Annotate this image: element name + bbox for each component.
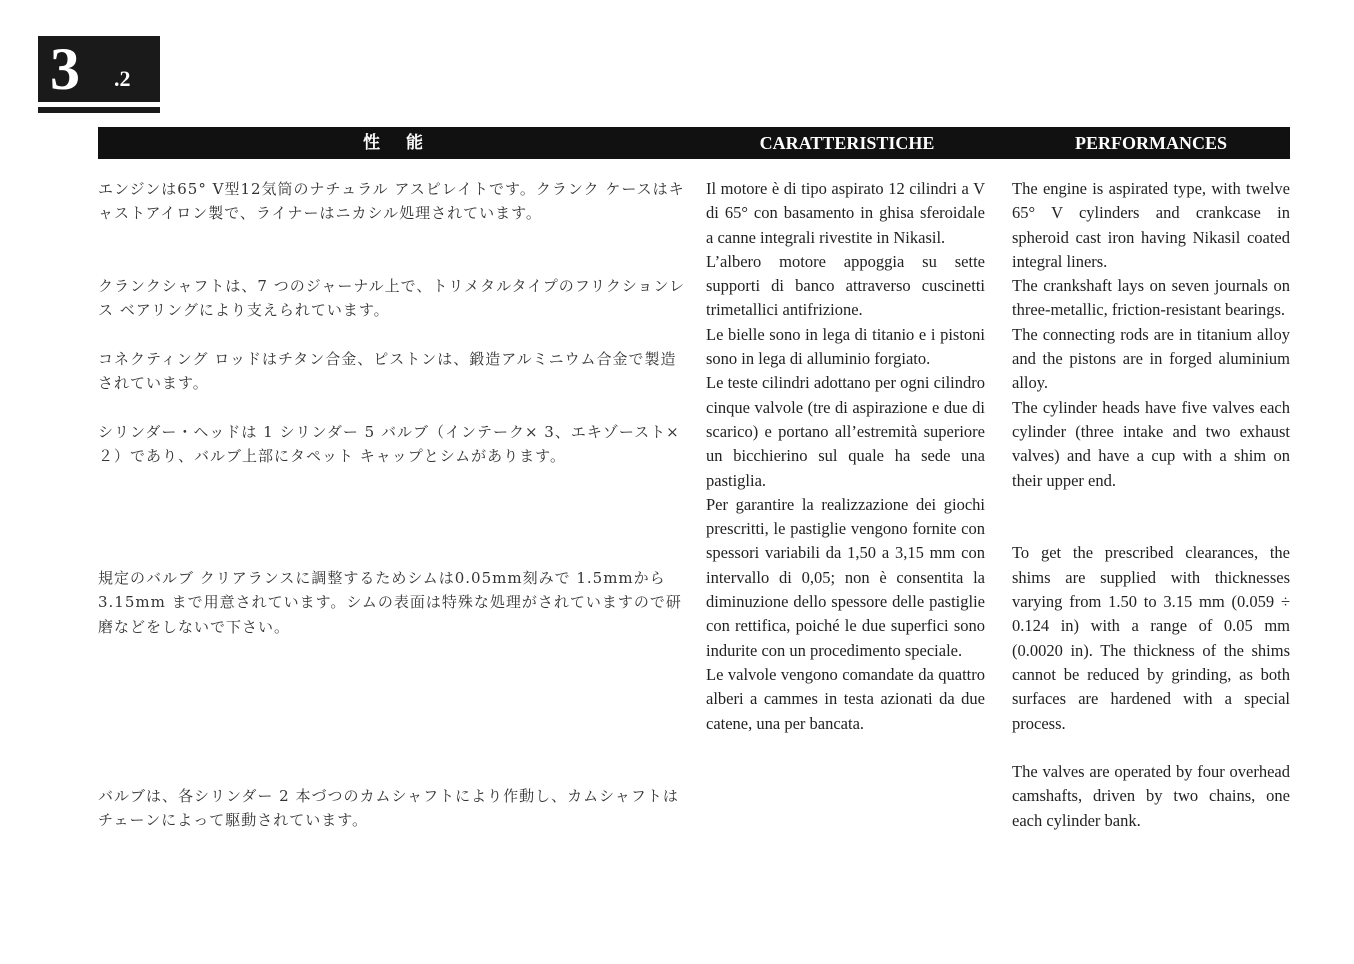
en-paragraph-rods: The connecting rods are in titanium alloy and the pistons are in forged aluminium alloy. [1012,324,1290,393]
en-paragraph-valves: The valves are operated by four overhead camshafts, driven by two chains, one each cylinder bank. [1012,762,1290,830]
header-japanese: 性 能 [363,133,433,153]
english-column [1012,177,1290,833]
it-paragraph-crankshaft: L’albero motore appoggia su sette supporti di banco attraverso cuscinetti trimetallici antifrizione. [706,251,985,320]
section-number-badge [38,36,160,102]
it-paragraph-valves: Le valvole vengono comandate da quattro alberi a cammes in testa azionati da due catene, una per bancata. [706,664,985,733]
en-paragraph-shims: To get the prescribed clearances, the shims are supplied with thicknesses varying from 1.50 to 3.15 mm (0.059 ÷ 0.124 in) with a range of 0.05 mm (0.0020 in). The thickness of the shims cannot be reduced by grinding, as both surfaces are hardened with a special process. [1012,543,1290,733]
section-minor-number: .2 [114,66,131,91]
jp-paragraph-heads: シリンダー・ヘッドは 1 シリンダー 5 バルブ（インテーク× 3、エキゾースト×２）であり、バルブ上部にタペット キャップとシムがあります。 [98,423,680,466]
en-spacer [1012,517,1290,541]
en-paragraph-heads: The cylinder heads have five valves each cylinder (three intake and two exhaust valves) and have a cup with a shim on their upper end. [1012,397,1290,490]
en-spacer [1012,736,1290,760]
section-major-number: 3 [50,36,80,102]
jp-paragraph-valves: バルブは、各シリンダー 2 本づつのカムシャフトにより作動し、カムシャフトはチェーンによって駆動されています。 [98,787,679,830]
italian-column [706,177,985,736]
en-spacer [1012,493,1290,517]
en-paragraph-engine: The engine is aspirated type, with twelve 65° V cylinders and crankcase in spheroid cast iron having Nikasil coated integral liners. [1012,179,1290,271]
it-paragraph-shims: Per garantire la realizzazione dei giochi prescritti, le pastiglie vengono fornite con spessori variabili da 1,50 a 3,15 mm con intervallo di 0,05; non è consentita la diminuzione dello spessore delle pastiglie con rettifica, poiché le due superfici sono indurite con un procedimento speciale. [706,494,985,660]
header-italian: CARATTERISTICHE [759,133,935,153]
it-paragraph-engine: Il motore è di tipo aspirato 12 cilindri a V di 65° con basamento in ghisa sferoidale a canne integrali rivestite in Nikasil. [706,179,985,247]
it-paragraph-rods: Le bielle sono in lega di titanio e i pistoni sono in lega di alluminio forgiato. [706,324,985,369]
jp-paragraph-rods: コネクティング ロッドはチタン合金、ピストンは、鍛造アルミニウム合金で製造されています。 [98,350,677,393]
jp-paragraph-crankshaft: クランクシャフトは、7 つのジャーナル上で、トリメタルタイプのフリクションレス ベアリングにより支えられています。 [98,277,686,320]
it-paragraph-heads: Le teste cilindri adottano per ogni cilindro cinque valvole (tre di aspirazione e due di scarico) e portano all’estremità superiore un bicchierino sul quale ha sede una pastiglia. [706,373,985,490]
column-header-bar [98,127,1290,159]
en-paragraph-crankshaft: The crankshaft lays on seven journals on three-metallic, friction-resistant bearings. [1012,276,1290,320]
header-english: PERFORMANCES [1075,133,1227,153]
jp-paragraph-shims: 規定のバルブ クリアランスに調整するためシムは0.05mm刻みで 1.5mmから 3.15mm まで用意されています。シムの表面は特殊な処理がされていますので研磨などをしないで下さい。 [98,569,682,636]
section-underline [38,107,160,113]
jp-paragraph-engine: エンジンは65° V型12気筒のナチュラル アスピレイトです。クランク ケースはキャストアイロン製で、ライナーはニカシル処理されています。 [98,180,685,223]
